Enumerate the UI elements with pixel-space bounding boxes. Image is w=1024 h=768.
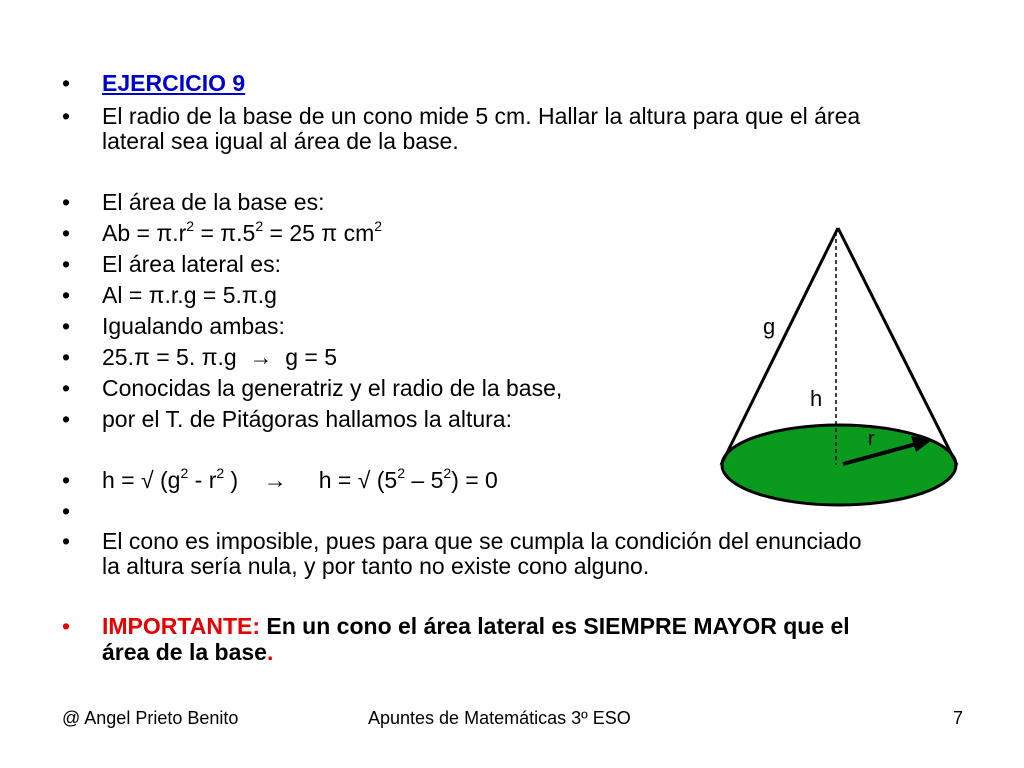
footer-author: @ Angel Prieto Benito xyxy=(62,708,239,728)
label-g: g xyxy=(763,314,776,339)
conclusion-line: El cono es imposible, pues para que se cumpla la condición del enunciado xyxy=(102,528,862,554)
bullet: • xyxy=(62,282,71,308)
arrow-icon: → xyxy=(249,344,273,370)
lateral-area-equation: Al = π.r.g = 5.π.g xyxy=(102,282,277,308)
exercise-title: EJERCICIO 9 xyxy=(102,70,246,96)
important-line: IMPORTANTE: En un cono el área lateral es SIEMPRE MAYOR que el xyxy=(102,613,850,639)
bullet: • xyxy=(62,313,71,339)
important-label: IMPORTANTE: xyxy=(102,613,261,639)
bullet: • xyxy=(62,344,71,370)
bullet: • xyxy=(62,467,71,493)
label-h: h xyxy=(810,386,823,411)
pythagoras-text: por el T. de Pitágoras hallamos la altura: xyxy=(102,406,512,432)
base-area-equation: $Ab = \pi.r^2 = \pi.5^2 = 25$ π $cm^2$ xyxy=(102,218,383,246)
bullet: • xyxy=(62,103,71,129)
conclusion-line: la altura sería nula, y por tanto no existe cono alguno. xyxy=(102,553,650,579)
known-text: Conocidas la generatriz y el radio de la base, xyxy=(102,375,563,401)
bullet: • xyxy=(62,251,71,277)
bullet: • xyxy=(62,220,71,246)
label-r: r xyxy=(868,428,875,450)
arrow-icon: → xyxy=(263,467,287,493)
bullet: • xyxy=(62,528,71,554)
equate-text: Igualando ambas: xyxy=(102,313,285,339)
lateral-area-intro: El área lateral es: xyxy=(102,251,281,277)
bullet: • xyxy=(62,189,71,215)
bullet: • xyxy=(62,375,71,401)
bullet: • xyxy=(62,613,71,639)
bullet: • xyxy=(62,498,71,524)
base-area-intro: El área de la base es: xyxy=(102,189,325,215)
bullet: • xyxy=(62,406,71,432)
bullet: • xyxy=(62,70,71,96)
footer-course: Apuntes de Matemáticas 3º ESO xyxy=(368,708,631,728)
statement-line: El radio de la base de un cono mide 5 cm. Hallar la altura para que el área xyxy=(102,103,861,129)
page-number: 7 xyxy=(953,708,964,728)
statement-line: lateral sea igual al área de la base. xyxy=(102,128,459,154)
height-equation: h = √ ($g^2 - r^2$ ) → h = √ $(5^2 - 5^2) = 0$ xyxy=(102,465,498,493)
cone-base xyxy=(722,425,956,505)
solve-equation: 25.π = 5. π.g → g = 5 xyxy=(102,344,338,370)
important-line: área de la base. xyxy=(102,639,274,665)
